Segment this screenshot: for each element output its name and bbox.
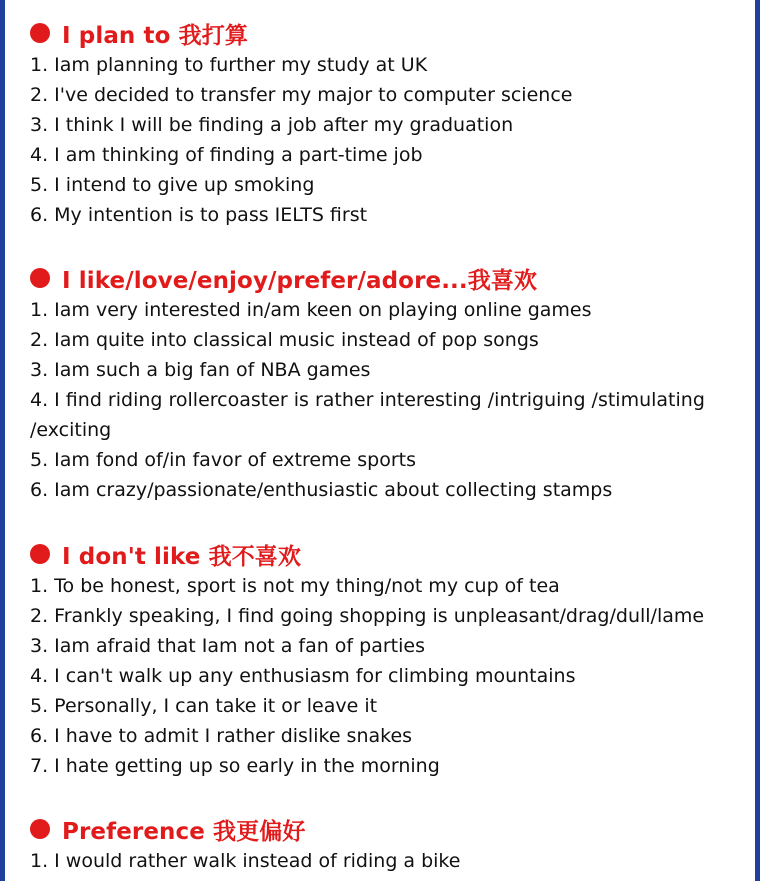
section-title: Preference 我更偏好: [62, 818, 306, 845]
section-heading: [30, 263, 730, 293]
list-item: 3. Iam afraid that Iam not a fan of parties: [30, 635, 425, 657]
red-bullet-icon: [30, 819, 50, 839]
list-item: 4. I am thinking of finding a part-time job: [30, 144, 423, 166]
list-item: 1. Iam very interested in/am keen on playing online games: [30, 299, 592, 321]
list-item: 5. Personally, I can take it or leave it: [30, 695, 378, 717]
list-item: 4. I find riding rollercoaster is rather interesting /intriguing /stimulating: [30, 389, 705, 411]
list-item: 4. I can't walk up any enthusiasm for climbing mountains: [30, 665, 576, 687]
list-item: 5. I intend to give up smoking: [30, 174, 315, 196]
section-heading: [30, 18, 730, 48]
left-border: [0, 0, 5, 881]
red-bullet-icon: [30, 268, 50, 288]
section-heading: [30, 539, 730, 569]
section-preference: [30, 814, 730, 876]
section-dislike: [30, 539, 730, 781]
list-item: 6. I have to admit I rather dislike snakes: [30, 725, 413, 747]
list-item-continuation: /exciting: [30, 419, 112, 441]
section-title: I plan to 我打算: [62, 22, 248, 49]
section-title: I don't like 我不喜欢: [62, 543, 301, 570]
list-item: 2. Iam quite into classical music instead of pop songs: [30, 329, 539, 351]
list-item: 6. Iam crazy/passionate/enthusiastic about collecting stamps: [30, 479, 613, 501]
list-item: 2. I've decided to transfer my major to computer science: [30, 84, 573, 106]
list-item: 1. Iam planning to further my study at UK: [30, 54, 428, 76]
list-item: 6. My intention is to pass IELTS first: [30, 204, 368, 226]
list-item: 2. Frankly speaking, I find going shopping is unpleasant/drag/dull/lame: [30, 605, 705, 627]
red-bullet-icon: [30, 23, 50, 43]
section-plan: [30, 18, 730, 230]
list-item: 7. I hate getting up so early in the morning: [30, 755, 440, 777]
list-item: 3. I think I will be finding a job after my graduation: [30, 114, 514, 136]
section-like: [30, 263, 730, 505]
section-title: I like/love/enjoy/prefer/adore...我喜欢: [62, 267, 538, 294]
list-item: 5. Iam fond of/in favor of extreme sports: [30, 449, 417, 471]
list-item: 3. Iam such a big fan of NBA games: [30, 359, 371, 381]
red-bullet-icon: [30, 544, 50, 564]
right-border: [755, 0, 760, 881]
list-item: 1. I would rather walk instead of riding a bike: [30, 850, 461, 872]
section-heading: [30, 814, 730, 844]
list-item: 1. To be honest, sport is not my thing/not my cup of tea: [30, 575, 560, 597]
